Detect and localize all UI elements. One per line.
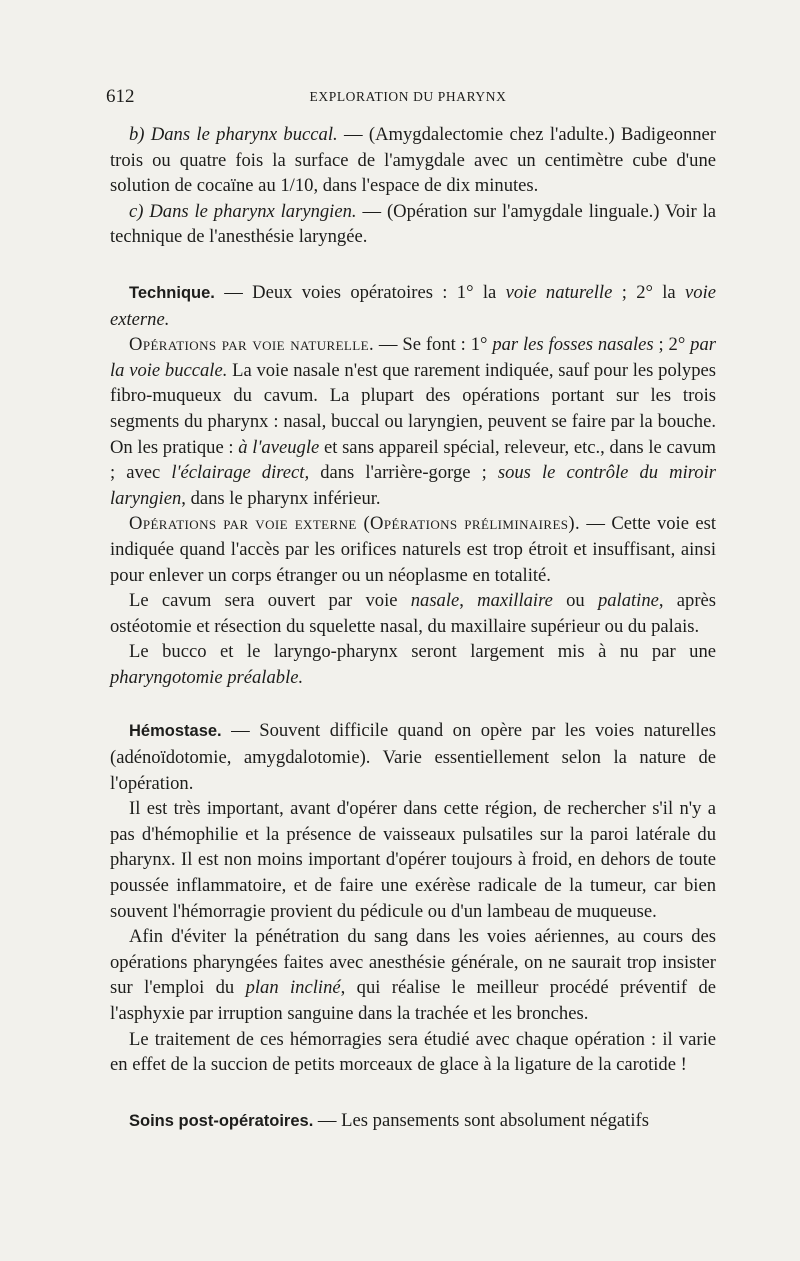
page-header <box>106 86 710 110</box>
paragraph-penetration: Afin d'éviter la pénétration du sang dans les voies aériennes, au cours des opérations pharyngées faites avec anesthésie générale, on ne saurait trop insister sur l'emploi du plan incliné, qui réalise le meilleur procédé préventif de l'asphyxie par irruption sanguine dans la trachée et les bronches. <box>110 926 717 1024</box>
running-head: EXPLORATION DU PHARYNX <box>309 89 507 104</box>
section-heading: Technique. <box>129 283 215 302</box>
paragraph-text: — (Opération sur l'amygdale linguale.) Voir la technique de l'anesthésie laryngée. <box>110 200 716 248</box>
paragraph-technique: Technique. — Deux voies opératoires : 1° la voie naturelle ; 2° la voie externe. <box>110 281 716 330</box>
paragraph-sub-c <box>110 199 716 250</box>
paragraph-text: — Cette voie est indiquée quand l'accès par les orifices naturels est trop étroit et insuffisant, ainsi pour enlever un corps étranger ou un néoplasme en totalité. <box>110 513 716 586</box>
paragraph-bucco: Le bucco et le laryngo-pharynx seront largement mis à nu par une pharyngotomie préalable. <box>110 641 716 688</box>
page-number: 612 <box>106 86 135 107</box>
section-heading: Soins post-opératoires. <box>129 1111 314 1130</box>
page-body <box>110 122 716 1134</box>
section-heading: Hémostase. <box>129 722 222 741</box>
paragraph-cavum: Le cavum sera ouvert par voie nasale, maxillaire ou palatine, après ostéotomie et résection du squelette nasal, du maxillaire supérieur ou du palais. <box>110 590 716 637</box>
paragraph-voie-externe <box>110 511 716 588</box>
subsection-label: b) Dans le pharynx buccal. <box>129 124 338 145</box>
paragraph-text: — Les pansements sont absolument négatifs <box>313 1109 649 1131</box>
paragraph-sub-b <box>110 122 716 199</box>
subheading: Opérations par voie externe (Opérations préliminaires). <box>129 513 581 535</box>
paragraph-traitement: Le traitement de ces hémorragies sera étudié avec chaque opération : il varie en effet de la succion de petits morceaux de glace à la ligature de la carotide ! <box>110 1028 716 1076</box>
paragraph-hemophilie: Il est très important, avant d'opérer dans cette région, de rechercher s'il n'y a pas d'hémophilie et la présence de vaisseaux pulsatiles sur la paroi latérale du pharynx. Il est non moins important d'opérer toujours à froid, en dehors de toute poussée inflammatoire, et de faire une exérèse radicale de la tumeur, car bien souvent l'hémorragie provient du pédicule ou d'un lambeau de muqueuse. <box>110 798 716 922</box>
paragraph-text: — (Amygdalectomie chez l'adulte.) Badigeonner trois ou quatre fois la surface de l'amygdale avec un centimètre cube d'une solution de cocaïne au 1/10, dans l'espace de dix minutes. <box>110 124 716 197</box>
subheading: Opérations par voie naturelle. <box>129 334 375 356</box>
paragraph-text: — Souvent difficile quand on opère par les voies naturelles (adénoïdotomie, amygdalotomie). Varie essentiellement selon la nature de l'opération. <box>110 720 716 794</box>
paragraph-hemostase <box>110 718 716 796</box>
paragraph-voie-naturelle: Opérations par voie naturelle. — Se font : 1° par les fosses nasales ; 2° par la voie buccale. La voie nasale n'est que rarement indiquée, sauf pour les polypes fibro-muqueux du cavum. La plupart des opérations portant sur les trois segments du pharynx : nasal, buccal ou laryngien, peuvent se faire par la bouche. On les pratique : à l'aveugle et sans appareil spécial, releveur, etc., dans le cavum ; avec l'éclairage direct, dans l'arrière-gorge ; sous le contrôle du miroir laryngien, dans le pharynx inférieur. <box>110 334 717 509</box>
subsection-label: c) Dans le pharynx laryngien. <box>129 200 357 222</box>
paragraph-soins <box>110 1108 716 1135</box>
